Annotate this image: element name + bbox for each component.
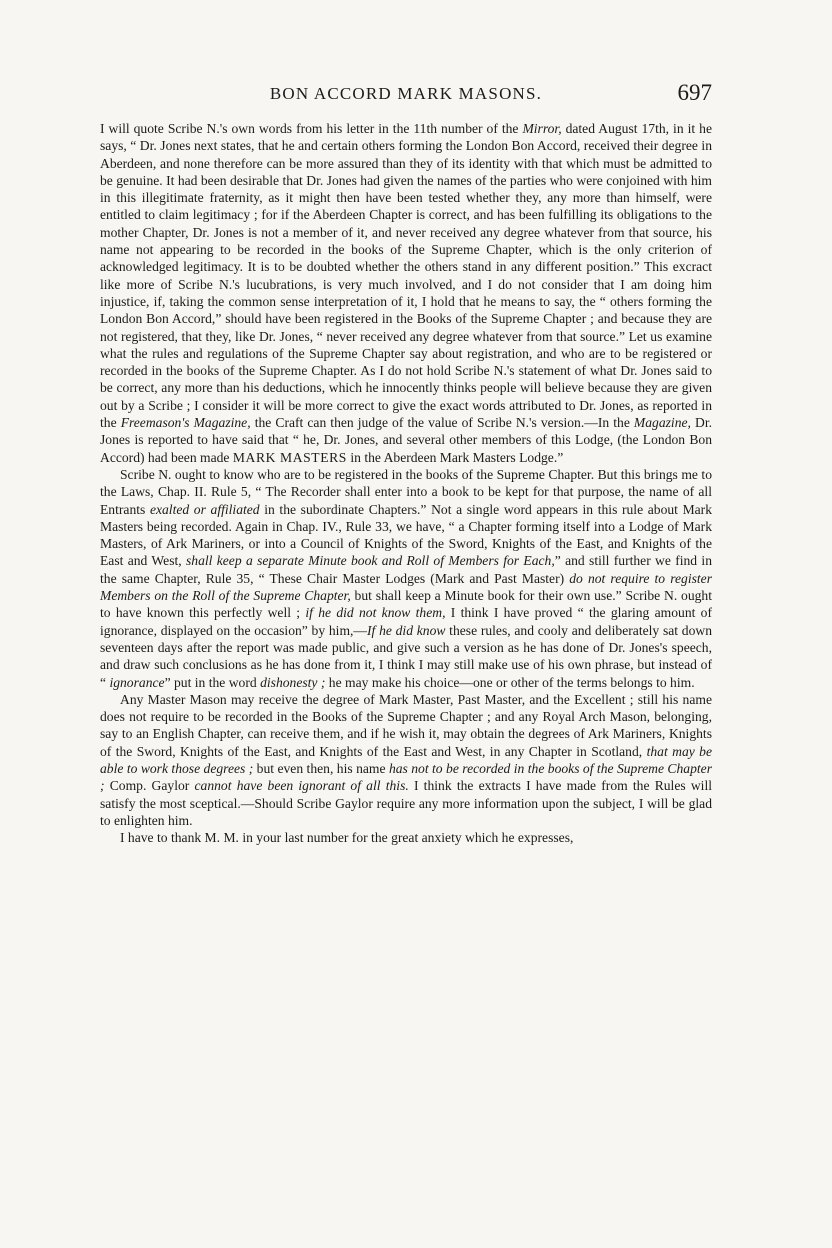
paragraph [100, 691, 712, 829]
italic-text: shall keep a separate Minute book and Roll of Members for Each, [185, 553, 555, 569]
paragraph [100, 466, 712, 691]
italic-text: Mirror, [522, 121, 562, 136]
text-run: dated August 17th, in it he says, “ Dr. Jones next states, that he and certain others forming the London Bon Accord, received their degree in Aberdeen, and none therefore can be more assured than they of its identity with that which must be admitted to be genuine. It had been desirable that Dr. Jones had given the names of the parties who were conjoined with him in this illegitimate fraternity, as it might then have been tested whether they, any more than himself, were entitled to claim legitimacy ; for if the Aberdeen Chapter is correct, and has been fulfilling its obligations to the mother Chapter, Dr. Jones is not a member of it, and never received any degree whatever from that source, his name not appearing to be recorded in the books of the Supreme Chapter, which is the only criterion of acknowledged legitimacy. It is to be doubted whether the others stand in any different position.” This excract like more of Scribe N.'s lucubrations, is very much involved, and I do not consider that I am doing him injustice, if, taking the common sense interpretation of it, I hold that he means to say, the “ others forming the London Bon Accord,” should have been registered in the Books of the Supreme Chapter ; and because they are not registered, that they, like Dr. Jones, “ never received any degree whatever from that source.” Let us examine what the rules and regulations of the Supreme Chapter say about registration, and who are to be registered or recorded in the books of the Supreme Chapter. As I do not hold Scribe N.'s statement of what Dr. Jones said to be correct, any more than his deductions, which he innocently thinks people will believe because they are given out by a Scribe ; I consider it will be more correct to give the exact words attributed to Dr. Jones, as reported in the [100, 121, 712, 431]
text-run: the Craft can then judge of the value of Scribe N.'s version.—In the [250, 415, 634, 431]
italic-text: that may be able to work those degrees ; [100, 743, 712, 776]
text-run: Dr. Jones is reported to have said that “ he, Dr. Jones, and several other members of this Lodge, (the London Bon Accord) had been made [100, 415, 712, 465]
italic-text: Magazine, [633, 415, 691, 431]
running-head: BON ACCORD MARK MASONS. [269, 84, 543, 103]
italic-text: do not require to register Members on the Roll of the Supreme Chapter, [100, 570, 712, 604]
text-run: Comp. Gaylor [104, 778, 195, 794]
text-run: Any Master Mason may receive the degree of Mark Master, Past Master, and the Excellent ; still his name does not require to be recorded in the Books of the Supreme Chapter ; and any Royal Arch Mason, belonging, say to an English Chapter, can receive them, and if he wish it, may obtain the degrees of Ark Mariners, Knights of the Sword, Knights of the East, and Knights of the East and West, in any Chapter in Scotland, [100, 691, 712, 759]
paragraph [100, 120, 712, 466]
text-run: he may make his choice—one or other of the terms belongs to him. [325, 674, 695, 690]
page-number: 697 [677, 80, 712, 105]
text-run: I have to thank M. M. in your last number for the great anxiety which he expresses, [120, 830, 574, 846]
text-run: ” and still further we find in the same Chapter, Rule 35, “ These Chair Master Lodges (Mark and Past Master) [100, 553, 712, 586]
page-header [100, 80, 712, 114]
text-run: but shall keep a Minute book for their own use.” Scribe N. ought to have known this perfectly well ; [100, 588, 712, 621]
article-body [100, 120, 712, 846]
text-run: in the Aberdeen Mark Masters Lodge.” [346, 449, 564, 465]
italic-text: dishonesty ; [260, 674, 326, 690]
italic-text: If he did know [367, 622, 446, 638]
text-run: but even then, his name [253, 760, 389, 776]
capitals-text: MARK MASTERS [232, 449, 347, 465]
text-run: I think the extracts I have made from the Rules will satisfy the most sceptical.—Should Scribe Gaylor require any more information upon the subject, I will be glad to enlighten him. [100, 778, 712, 828]
italic-text: cannot have been ignorant of all this. [194, 778, 409, 794]
paragraph [100, 829, 712, 846]
text-run: I will quote Scribe N.'s own words from his letter in the 11th number of the [100, 121, 523, 136]
italic-text: if he did not know them, [305, 605, 446, 621]
italic-text: exalted or affiliated [149, 501, 260, 517]
italic-text: Freemason's Magazine, [120, 415, 251, 431]
text-run: in the subordinate Chapters.” Not a single word appears in this rule about Mark Masters being recorded. Again in Chap. IV., Rule 33, we have, “ a Chapter forming itself into a Lodge of Mark Masters, of Ark Mariners, or into a Council of Knights of the Sword, Knights of the East, and Knights of the East and West, [100, 501, 713, 569]
text-run: these rules, and cooly and deliberately sat down seventeen days after the report was made public, and give such a version as he has done of Dr. Jones's speech, and draw such conclusions as he has done from it, I think I may still make use of his own phrase, but instead of “ [100, 622, 712, 690]
text-run: I think I have proved “ the glaring amount of ignorance, displayed on the occasion” by him,— [100, 605, 713, 638]
text-run: Scribe N. ought to know who are to be registered in the books of the Supreme Chapter. But this brings me to the Laws, Chap. II. Rule 5, “ The Recorder shall enter into a book to be kept for that purpose, the name of all Entrants [100, 466, 712, 517]
italic-text: ignorance [109, 674, 165, 690]
italic-text: has not to be recorded in the books of the Supreme Chapter ; [100, 760, 712, 794]
text-run: ” put in the word [164, 674, 261, 690]
